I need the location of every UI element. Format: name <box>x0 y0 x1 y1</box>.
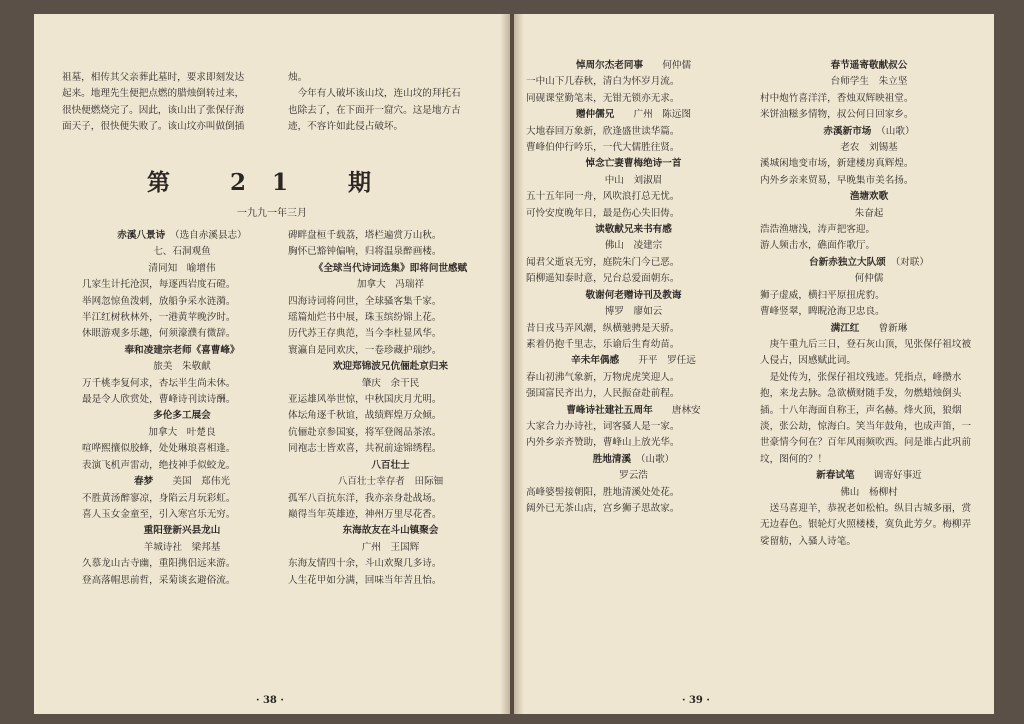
poem-line: 曹峰竖翠，睥睨沧海卫忠良。 <box>760 306 885 318</box>
page-left <box>34 14 510 714</box>
poem-title <box>760 255 978 271</box>
poem-line: 举网忽惊鱼泼剌，放船争采水涟漪。 <box>82 295 236 307</box>
right-column-2 <box>760 58 978 550</box>
poem-line: 最是令人欣赏处，曹峰诗刊读诗酬。 <box>82 394 236 406</box>
poem-line: 寰瀛自是同欢庆，一卷珍藏护瑞纱。 <box>288 344 442 356</box>
intro-line: 迹，不容许如此侵占破坏。 <box>288 121 404 133</box>
poem-line: 巅得当年英雄迹，神州万里尽花香。 <box>288 508 442 520</box>
poem-title-text: 欢迎郑锦波兄伉俪赴京归来 <box>332 361 449 373</box>
poem-author: 老农 刘锡基 <box>840 142 898 154</box>
poem-author: 朱奋起 <box>854 207 884 219</box>
poem-line: 五十五年同一舟，风吹浪打总无忧。 <box>526 191 680 203</box>
poem-title-text: 重阳登新兴县龙山 <box>143 525 221 537</box>
poem-title-text: 东海故友在斗山镇聚会 <box>342 525 439 537</box>
poem-title-text: 新春试笔 <box>816 470 855 482</box>
intro-line: 今年有人破坏该山坟，连山坟的拜托石 <box>288 88 461 100</box>
poem-subtitle: 七、石洞观鱼 <box>153 246 211 258</box>
poem-author: 羊城诗社 梁邦基 <box>143 541 221 553</box>
book-gutter <box>500 14 524 714</box>
poem-line: 人生花甲如分满，回味当年苦且怡。 <box>288 574 442 586</box>
poem-title <box>526 222 741 238</box>
poem-title <box>526 403 741 419</box>
poem-line: 高峰婆髻接朝阳，胜地清溪处处花。 <box>526 486 680 498</box>
poem-line: 闻君父逝哀无穷，庭院朱门今已恶。 <box>526 256 680 268</box>
poem-title-text: 胜地清溪 <box>592 453 632 465</box>
poem-title <box>288 523 493 539</box>
poem-author: 罗云浩 <box>619 470 648 482</box>
poem-author: 肇庆 余干民 <box>361 377 420 389</box>
poem-line: 登高落帽思前哲，采菊谈玄避俗流。 <box>82 574 236 586</box>
poem-line: 东海友情四十余，斗山欢聚几多诗。 <box>288 558 442 570</box>
poem-line: 同砚课堂勤笔耒，无钳无锁亦无求。 <box>526 92 680 104</box>
poem-line: 可怜安度晚年日，最是伤心失旧俦。 <box>526 207 680 219</box>
prose-paragraph: 是处传为，张保仔祖坟残迹。凭指点，峰攒水抱，来龙去脉。急欲横财随手发，勿燃蜡烛倒头插。十八年海面自称王，声名赫。烽火顶，狼烟淡，张公劫，惊海白。笑当年鼓角，也成声笛，一世豪情今何在？百年风雨频吹西。问是谁占此巩前坟，图何的？！ <box>760 371 972 465</box>
poem-title-text: 读敬献兄来书有感 <box>595 224 672 236</box>
poem-author: 何仲儒 <box>643 60 692 71</box>
poem-author: 旅美 朱敬献 <box>153 361 211 373</box>
poem-author: 清同知 喻增伟 <box>148 262 216 274</box>
poem-line: 内外乡亲齐赞助，曹峰山上放光华。 <box>526 437 680 449</box>
prose-paragraph: 庚午重九后三日，登石灰山顶，见张保仔祖坟被人侵占，因感赋此词。 <box>760 338 972 367</box>
poem-author: 八百壮士幸存者 田际钿 <box>337 476 444 488</box>
poem-note: （山歌） <box>871 125 915 137</box>
poem-title <box>82 523 282 539</box>
poem-title-text: 悼念亡妻曹梅绝诗一首 <box>585 158 682 170</box>
poem-line: 大家合力办诗社，词客骚人是一家。 <box>526 420 680 432</box>
poem-line: 强国富民齐出力，人民振奋赴前程。 <box>526 388 680 400</box>
poem-title <box>760 124 978 140</box>
poem-line: 亚运雄风举世惊，中秋国庆月尤明。 <box>288 394 442 406</box>
poem-line: 喜人玉女金童至，引入寒宫乐无穷。 <box>82 508 236 520</box>
poem-line: 表演飞机声雷动，绝技神手似蛟龙。 <box>82 459 236 471</box>
intro-line: 祖墓，相传其父亲葬此墓时，要求即刻发达 <box>62 72 245 83</box>
poem-author: 调寄好事近 <box>854 470 922 482</box>
poem-line: 溪城闲地变市场，新建楼房真辉煌。 <box>760 158 914 170</box>
poem-author: 加拿大 冯瑞祥 <box>356 279 425 291</box>
poem-title-text: 辛未年偶感 <box>571 355 620 367</box>
intro-text-right <box>288 70 488 136</box>
poem-line: 瑶篇灿烂书中展，珠玉缤纷锦上花。 <box>288 312 442 324</box>
poem-title <box>288 458 493 474</box>
poem-line: 喧哗熙攘似胶蜂，处处琳琅喜相逢。 <box>82 443 236 455</box>
intro-line: 烛。 <box>288 72 308 83</box>
poem-title <box>82 228 282 244</box>
poem-line: 胸怀已豁钟偏响，归将温泉醉画楼。 <box>288 246 442 258</box>
poem-author: 博罗 廖如云 <box>604 306 663 318</box>
poem-author: 美国 郑伟光 <box>153 476 230 488</box>
poem-author: 曾新琳 <box>859 322 908 334</box>
poem-line: 体坛角逐千秋谊，战绩辉煌万众倾。 <box>288 410 442 422</box>
poem-line: 万千桃李复何求，杏坛半生尚未休。 <box>82 377 236 389</box>
poem-author: 中山 刘淑眉 <box>604 174 663 186</box>
poem-note: （选自赤溪县志） <box>165 230 247 241</box>
poem-author: 台师学生 朱立坚 <box>830 76 908 88</box>
poem-line: 几家生计托沧溟，每逐西岩度石磴。 <box>82 279 236 291</box>
poem-author: 广州 王国辉 <box>361 541 420 553</box>
poem-author: 何仲儒 <box>854 273 884 285</box>
poem-title-text: 春节遥寄敬献叔公 <box>830 60 908 71</box>
poem-title <box>526 452 741 468</box>
poem-title-text: 满江红 <box>830 322 860 334</box>
poem-line: 曹峰伯仲行吟乐，一代大儒胜往贤。 <box>526 142 680 154</box>
issue-date: 一九九一年三月 <box>237 208 307 219</box>
poem-title <box>526 353 741 369</box>
intro-line: 起来。地理先生便把点燃的腊烛倒转过来， <box>62 88 245 100</box>
left-column-2 <box>288 228 493 589</box>
poem-line: 大地春回万象新，欣逢盛世读华篇。 <box>526 125 680 137</box>
poem-line: 半江红树秋林外，一港黄苹晚汐时。 <box>82 312 236 324</box>
left-column-1 <box>82 228 282 589</box>
intro-line: 也除去了，在下面开一窟穴。这是地方古 <box>288 104 461 116</box>
poem-line: 昔日戎马弄风潮，纵横驰骋是天骄。 <box>526 322 680 334</box>
poem-line: 历代苏王存典范，当今李杜显风华。 <box>288 328 442 340</box>
poem-title <box>760 321 978 337</box>
poem-note: （对联） <box>885 256 929 268</box>
poem-line: 孤军八百抗东洋，我亦亲身赴战场。 <box>288 492 442 504</box>
poem-title-text: 多伦多工展会 <box>153 410 211 422</box>
poem-note: （山歌） <box>631 453 675 465</box>
right-column-1 <box>526 58 741 517</box>
poem-title-text: 赠仲儒兄 <box>575 109 615 121</box>
poem-title <box>526 58 741 74</box>
poem-line: 同袍志士皆欢喜，共祝前途锦绣程。 <box>288 443 442 455</box>
poem-title-text: 奉和凌建宗老师《喜曹峰》 <box>124 344 240 356</box>
poem-title-text: 春梦 <box>134 476 154 488</box>
poem-line: 村中炮竹喜洋洋，香烛双辉映祖堂。 <box>760 92 914 104</box>
poem-title <box>82 343 282 359</box>
page-number-right: · 39 · <box>682 695 710 706</box>
poem-title-text: 渔塘欢歌 <box>849 191 889 203</box>
poem-author: 加拿大 叶楚良 <box>148 426 216 438</box>
poem-author: 开平 罗任远 <box>619 355 696 367</box>
poem-line: 内外乡亲来贸易，早晚集市美名扬。 <box>760 174 914 186</box>
poem-line: 久慕龙山古寺幽，重阳携侣远来游。 <box>82 558 236 570</box>
poem-line: 游人频击水，礁面作歌厅。 <box>760 240 876 252</box>
page-right <box>514 14 994 714</box>
poem-line: 休眼游观多乐趣，何须濠濮有微辞。 <box>82 328 236 340</box>
poem-title <box>526 288 741 304</box>
poem-title <box>760 58 978 74</box>
poem-author: 广州 陈远图 <box>614 109 692 121</box>
poem-line: 素着仍抱千里志，乐谕后生育幼苗。 <box>526 338 680 350</box>
poem-title <box>82 408 282 424</box>
poem-title-text: 敬谢何老赠诗刊及教诲 <box>585 289 682 301</box>
poem-title <box>760 189 978 205</box>
poem-line: 四海诗词将问世，全球骚客集千家。 <box>288 295 442 307</box>
poem-author: 佛山 凌建宗 <box>604 240 663 252</box>
poem-title <box>760 468 978 484</box>
issue-title: 第 21 期 <box>146 169 398 196</box>
poem-author: 佛山 杨柳村 <box>840 486 898 498</box>
poem-line: 伉俪赴京参国宴，将军登阁品茶浓。 <box>288 426 442 438</box>
intro-line: 很快便燃烧完了。因此，该山出了张保仔海 <box>62 104 245 116</box>
poem-title-text: 曹峰诗社建社五周年 <box>566 404 653 416</box>
poem-line: 一中山下几春秋，清白为怀岁月流。 <box>526 76 680 88</box>
poem-title <box>526 107 741 123</box>
intro-text-left <box>62 70 287 136</box>
poem-line: 浩浩渔塘浅，涛声把客迎。 <box>760 224 876 236</box>
poem-title-text: 台新赤独立大队颂 <box>809 256 886 268</box>
poem-line: 阔外已无茶山店，宫乡狮子思故家。 <box>526 502 680 514</box>
poem-line: 春山初沸气象新，万物虎虎笑迎人。 <box>526 371 680 383</box>
poem-title-text: 八百壮士 <box>371 459 410 471</box>
poem-line: 陌柳遥知泰时意，兄台总爱面朝东。 <box>526 273 680 285</box>
poem-title <box>526 156 741 172</box>
prose-paragraph: 送马喜迎羊，恭祝老如松柏。纵目古城多丽，赏无边春色。银轮灯火照楼楼，寞负此芳夕。梅柳弄娑留舫，入骚人诗笔。 <box>760 502 972 547</box>
poem-line: 狮子虚威，横扫平原扭虎豹。 <box>760 289 885 301</box>
poem-line: 不胜黄汤醉寥凉，身陷云月玩彩虹。 <box>82 492 236 504</box>
poem-title-text: 悼周尔杰老同事 <box>575 60 644 71</box>
poem-title-text: 《全球当代诗词选集》即将问世感赋 <box>313 262 468 274</box>
poem-line: 米饼油糍多情物，叔公何日回家乡。 <box>760 109 914 121</box>
page-number-left: · 38 · <box>256 695 284 706</box>
poem-title <box>288 359 493 375</box>
poem-title <box>288 261 493 277</box>
poem-title-text: 赤溪新市场 <box>823 125 872 137</box>
poem-title-text: 赤溪八景诗 <box>117 230 166 241</box>
poem-author: 唐林安 <box>652 404 701 416</box>
intro-line: 面天子，很快便失败了。该山坟亦叫做倒插 <box>62 121 245 133</box>
poem-title <box>82 474 282 490</box>
poem-line: 碑畔盘桓千载荔，塔栏遍赏万山秋。 <box>288 230 442 241</box>
